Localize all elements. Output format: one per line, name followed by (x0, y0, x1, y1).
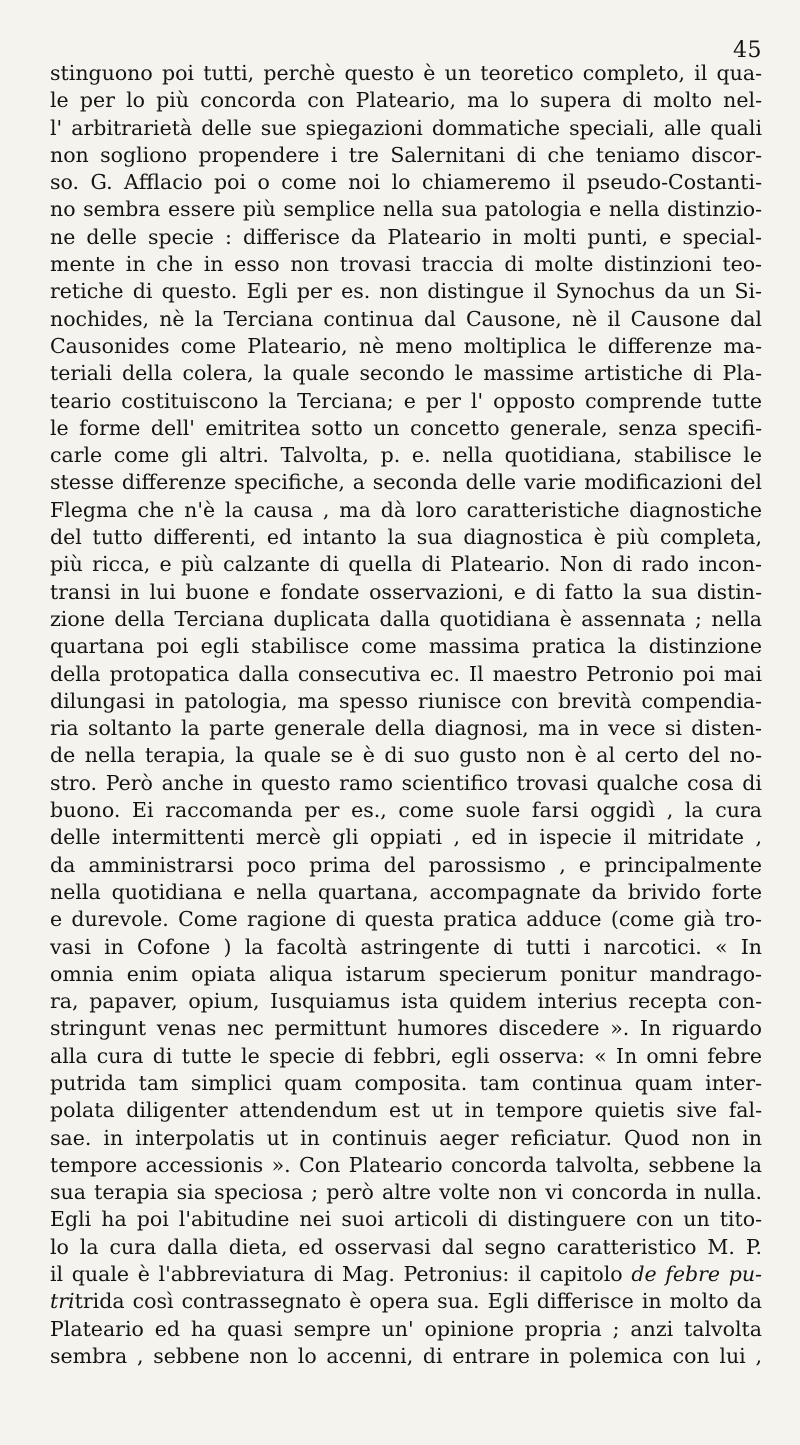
text-line: sae. in interpolatis ut in continuis aeger reficiatur. Quod non in (50, 1125, 762, 1150)
text-line: stinguono poi tutti, perchè questo è un teoretico completo, il qua- (50, 61, 762, 85)
text-line: sua terapia sia speciosa ; però altre volte non vi concorda in nulla. (50, 1180, 762, 1205)
text-line: polata diligenter attendendum est ut in tempore quietis sive fal- (50, 1098, 762, 1123)
text-line: sembra , sebbene non lo accenni, di entrare in polemica con lui , (50, 1343, 762, 1368)
text-line-main: trida così contrassegnato è opera sua. Egli differisce in molto da (74, 1289, 762, 1314)
text-line: nella quotidiana e nella quartana, accompagnate da brivido forte (50, 879, 762, 904)
italic-title-fragment: de febre pu- (631, 1262, 762, 1287)
text-line: del tutto differenti, ed intanto la sua diagnostica è più completa, (50, 525, 762, 550)
text-line: buono. Ei raccomanda per es., come suole farsi oggidì , la cura (50, 798, 762, 823)
text-line: non sogliono propendere i tre Salernitani di che teniamo discor- (50, 142, 762, 167)
text-line: so. G. Afflacio poi o come noi lo chiameremo il pseudo-Costanti- (50, 170, 762, 195)
text-line-with-italic (50, 1261, 762, 1288)
text-line: l' arbitrarietà delle sue spiegazioni dommatiche speciali, alle quali (50, 115, 762, 140)
body-text (50, 60, 762, 1370)
text-line: de nella terapia, la quale se è di suo gusto non è al certo del no- (50, 743, 762, 768)
text-line: Causonides come Plateario, nè meno moltiplica le differenze ma- (50, 333, 762, 358)
text-line: nochides, nè la Terciana continua dal Causone, nè il Causone dal (50, 306, 762, 331)
text-line: delle intermittenti mercè gli oppiati , ed in ispecie il mitridate , (50, 825, 762, 850)
text-line: zione della Terciana duplicata dalla quotidiana è assennata ; nella (50, 606, 762, 631)
text-line: della protopatica dalla consecutiva ec. Il maestro Petronio poi mai (50, 661, 762, 686)
text-line: da amministrarsi poco prima del parossismo , e principalmente (50, 852, 762, 877)
text-line: mente in che in esso non trovasi traccia di molte distinzioni teo- (50, 252, 762, 277)
text-line: le forme dell' emitritea sotto un concetto generale, senza specifi- (50, 415, 762, 440)
page-number: 45 (733, 38, 762, 63)
text-line: le per lo più concorda con Plateario, ma lo supera di molto nel- (50, 88, 762, 113)
text-line: ne delle specie : differisce da Plateario in molti punti, e special- (50, 224, 762, 249)
text-line: teario costituiscono la Terciana; e per l' opposto comprende tutte (50, 388, 762, 413)
text-line: teriali della colera, la quale secondo le massime artistiche di Pla- (50, 361, 762, 386)
italic-title-fragment: tri (50, 1289, 75, 1314)
text-line: quartana poi egli stabilisce come massima pratica la distinzione (50, 634, 762, 659)
text-line: transi in lui buone e fondate osservazioni, e di fatto la sua distin- (50, 579, 762, 604)
text-line: più ricca, e più calzante di quella di Plateario. Non di rado incon- (50, 552, 762, 577)
text-line: ria soltanto la parte generale della diagnosi, ma in vece si disten- (50, 716, 762, 741)
text-line: stro. Però anche in questo ramo scientifico trovasi qualche cosa di (50, 770, 762, 795)
text-line-with-italic (50, 1288, 762, 1315)
text-line-main: il quale è l'abbreviatura di Mag. Petronius: il capitolo (50, 1262, 623, 1287)
text-line: retiche di questo. Egli per es. non distingue il Synochus da un Si- (50, 279, 762, 304)
text-line: Flegma che n'è la causa , ma dà loro caratteristiche diagnostiche (50, 497, 762, 522)
text-line: e durevole. Come ragione di questa pratica adduce (come già tro- (50, 907, 762, 932)
text-line: lo la cura dalla dieta, ed osservasi dal segno caratteristico M. P. (50, 1234, 762, 1259)
text-line: Egli ha poi l'abitudine nei suoi articoli di distinguere con un tito- (50, 1207, 762, 1232)
text-line: ra, papaver, opium, Iusquiamus ista quidem interius recepta con- (50, 989, 762, 1014)
text-line: no sembra essere più semplice nella sua patologia e nella distinzio- (50, 197, 762, 222)
text-line: alla cura di tutte le specie di febbri, egli osserva: « In omni febre (50, 1043, 762, 1068)
text-line: stesse differenze specifiche, a seconda delle varie modificazioni del (50, 470, 762, 495)
text-line: vasi in Cofone ) la facoltà astringente di tutti i narcotici. « In (50, 934, 762, 959)
text-line: tempore accessionis ». Con Plateario concorda talvolta, sebbene la (50, 1152, 762, 1177)
text-line: omnia enim opiata aliqua istarum specierum ponitur mandrago- (50, 961, 762, 986)
text-line: putrida tam simplici quam composita. tam continua quam inter- (50, 1070, 762, 1095)
text-line: carle come gli altri. Talvolta, p. e. nella quotidiana, stabilisce le (50, 443, 762, 468)
text-line: dilungasi in patologia, ma spesso riunisce con brevità compendia- (50, 688, 762, 713)
text-line: stringunt venas nec permittunt humores discedere ». In riguardo (50, 1016, 762, 1041)
text-line: Plateario ed ha quasi sempre un' opinione propria ; anzi talvolta (50, 1316, 762, 1341)
